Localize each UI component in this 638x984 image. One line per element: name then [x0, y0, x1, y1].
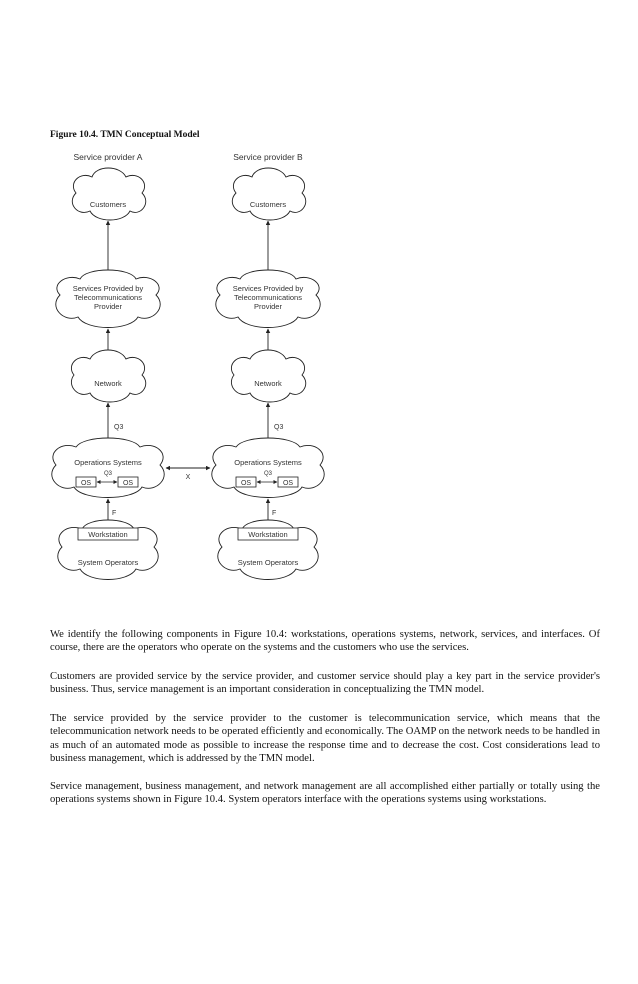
paragraph-1: We identify the following components in Figure 10.4: workstations, operations systems, network, services, and interfaces. Of course, there are the operators who operate on the systems and the customers who use the services.: [50, 629, 600, 654]
ops-title-b: Operations Systems: [234, 458, 302, 467]
paragraph-4: Service management, business management, and network management are all accomplished either partially or totally using the operations systems shown in Figure 10.4. System operators interface with the operations systems using workstations.: [50, 781, 600, 806]
operators-label-a: System Operators: [77, 558, 139, 567]
os-label-b-right: OS: [282, 480, 294, 487]
customers-cloud-a: [72, 168, 145, 220]
customers-label-a: Customers: [89, 200, 127, 209]
os-label-b-left: OS: [240, 480, 252, 487]
provider-a-title: Service provider A: [73, 152, 143, 162]
services-label-a: Services Provided by: [72, 284, 144, 293]
paragraph-3: The service provided by the service provider to the customer is telecommunication service, which means that the telecommunication network needs to be operated efficiently and economically. The OAMP on the network needs to be handled in as much of an automated mode as possible to increase the response time and to decrease the cost. Cost considerations lead to business management, which is addressed by the TMN model.: [50, 713, 600, 765]
os-label-a-left: OS: [80, 480, 92, 487]
network-label-b: Network: [254, 379, 282, 388]
customers-label-b: Customers: [249, 200, 287, 209]
services-label-b-line2: Telecommunications: [234, 293, 302, 302]
x-interface-label: X: [185, 474, 191, 481]
ops-cloud-b: [212, 438, 324, 498]
services-label-a-line2: Telecommunications: [74, 293, 142, 302]
network-cloud-a: [71, 350, 145, 402]
workstation-label-b: Workstation: [248, 530, 288, 539]
tmn-conceptual-model-diagram: [40, 143, 340, 603]
provider-b-title: Service provider B: [233, 152, 303, 162]
ops-cloud-a: [52, 438, 164, 498]
network-cloud-b: [231, 350, 305, 402]
ops-q3-a: Q3: [103, 471, 113, 477]
paragraph-2: Customers are provided service by the service provider, and customer service should play a key part in the service provider's business. Thus, service management is an important consideration in conceptualizing the TMN model.: [50, 671, 600, 696]
services-label-b: Services Provided by: [232, 284, 304, 293]
figure-caption: Figure 10.4. TMN Conceptual Model: [50, 130, 200, 140]
workstation-label-a: Workstation: [88, 530, 128, 539]
customers-cloud-b: [232, 168, 305, 220]
operators-label-b: System Operators: [237, 558, 299, 567]
f-label-a: F: [112, 510, 117, 517]
network-label-a: Network: [94, 379, 122, 388]
ops-q3-b: Q3: [263, 471, 273, 477]
services-label-b-line3: Provider: [254, 302, 282, 311]
f-label-b: F: [272, 510, 277, 517]
provider-b-column: [212, 152, 324, 580]
q3-label-a: Q3: [114, 424, 124, 431]
os-label-a-right: OS: [122, 480, 134, 487]
services-label-a-line3: Provider: [94, 302, 122, 311]
provider-a-column: [52, 152, 164, 580]
ops-title-a: Operations Systems: [74, 458, 142, 467]
q3-label-b: Q3: [274, 424, 284, 431]
